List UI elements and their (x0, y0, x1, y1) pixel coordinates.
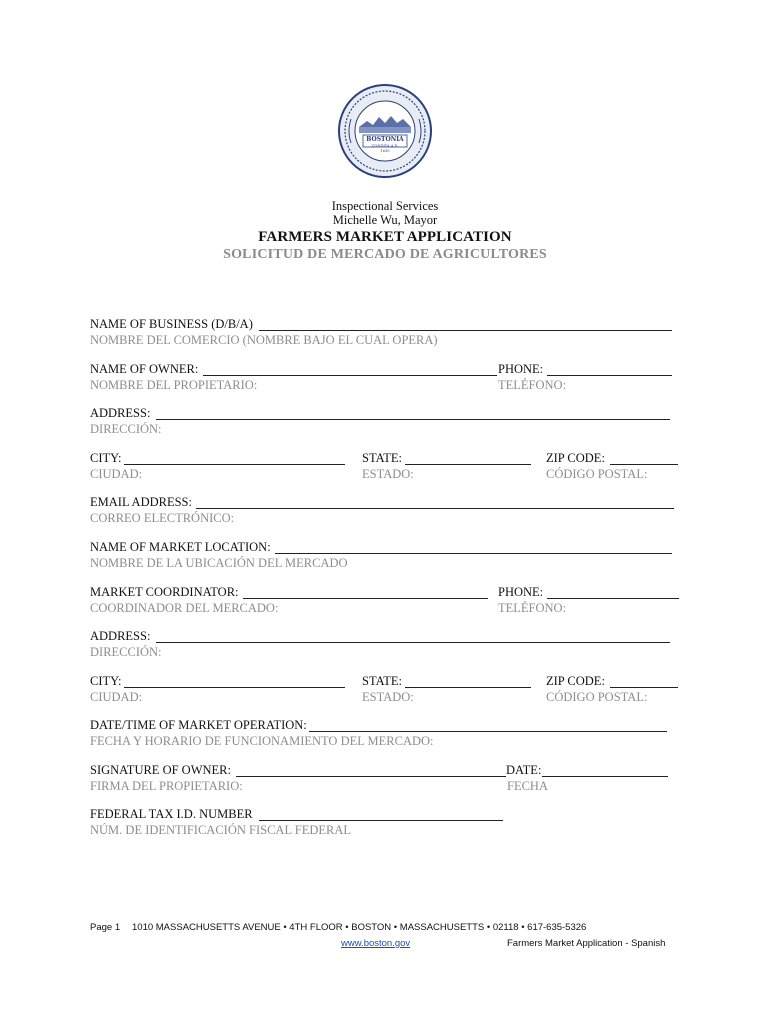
address2-label-es: DIRECCIÓN: (90, 645, 162, 659)
state1-field[interactable] (405, 464, 531, 465)
zip1-field[interactable] (610, 464, 678, 465)
city1-label-es: CIUDAD: (90, 467, 143, 481)
signature-label-es: FIRMA DEL PROPIETARIO: (90, 779, 243, 793)
business-name-field[interactable] (259, 330, 672, 331)
date-label: DATE: (506, 763, 542, 777)
address1-label: ADDRESS: (90, 406, 151, 420)
form-subtitle: SOLICITUD DE MERCADO DE AGRICULTORES (223, 247, 547, 262)
zip1-label-es: CÓDIGO POSTAL: (546, 467, 648, 481)
signature-label: SIGNATURE OF OWNER: (90, 763, 231, 777)
email-label: EMAIL ADDRESS: (90, 495, 192, 509)
coordinator-field[interactable] (243, 598, 488, 599)
footer-page-number: Page 1 (90, 922, 121, 933)
coordinator-label-es: COORDINADOR DEL MERCADO: (90, 601, 279, 615)
mayor-name: Michelle Wu, Mayor (332, 213, 438, 227)
footer-address: 1010 MASSACHUSETTS AVENUE • 4TH FLOOR • BOSTON • MASSACHUSETTS • 02118 • 617-635-5326 (132, 922, 587, 933)
tax-id-label-es: NÚM. DE IDENTIFICACIÓN FISCAL FEDERAL (90, 823, 351, 837)
operation-time-label-es: FECHA Y HORARIO DE FUNCIONAMIENTO DEL MERCADO: (90, 734, 434, 748)
office-name: Inspectional Services (331, 199, 439, 213)
state2-label: STATE: (362, 674, 402, 688)
boston-city-seal-icon (337, 83, 433, 179)
seal-text-year: 1630 (380, 149, 390, 153)
coordinator-phone-label-es: TELÉFONO: (498, 601, 567, 615)
city1-field[interactable] (124, 464, 345, 465)
address1-label-es: DIRECCIÓN: (90, 422, 162, 436)
tax-id-field[interactable] (259, 820, 503, 821)
state1-label: STATE: (362, 451, 402, 465)
date-field[interactable] (542, 776, 668, 777)
state1-label-es: ESTADO: (362, 467, 414, 481)
coordinator-label: MARKET COORDINATOR: (90, 585, 239, 599)
business-name-label-es: NOMBRE DEL COMERCIO (NOMBRE BAJO EL CUAL OPERA) (90, 333, 438, 347)
owner-phone-field[interactable] (547, 375, 672, 376)
owner-name-field[interactable] (203, 375, 497, 376)
form-title: FARMERS MARKET APPLICATION (258, 229, 512, 245)
coordinator-phone-label: PHONE: (498, 585, 544, 599)
market-location-label-es: NOMBRE DE LA UBICACIÓN DEL MERCADO (90, 556, 348, 570)
footer-doc-name: Farmers Market Application - Spanish (507, 938, 666, 949)
city2-label-es: CIUDAD: (90, 690, 143, 704)
city1-label: CITY: (90, 451, 122, 465)
city2-label: CITY: (90, 674, 122, 688)
zip2-label-es: CÓDIGO POSTAL: (546, 690, 648, 704)
operation-time-field[interactable] (309, 731, 667, 732)
owner-phone-label-es: TELÉFONO: (498, 378, 567, 392)
owner-phone-label: PHONE: (498, 362, 544, 376)
zip1-label: ZIP CODE: (546, 451, 605, 465)
tax-id-label: FEDERAL TAX I.D. NUMBER (90, 807, 253, 821)
email-field[interactable] (196, 508, 674, 509)
address1-field[interactable] (156, 419, 670, 420)
state2-label-es: ESTADO: (362, 690, 414, 704)
city2-field[interactable] (124, 687, 345, 688)
market-location-label: NAME OF MARKET LOCATION: (90, 540, 271, 554)
seal-text-bostonia: BOSTONIA (366, 136, 404, 143)
date-label-es: FECHA (507, 779, 548, 793)
footer-website-link[interactable]: www.boston.gov (341, 938, 411, 949)
operation-time-label: DATE/TIME OF MARKET OPERATION: (90, 718, 307, 732)
zip2-field[interactable] (610, 687, 678, 688)
address2-label: ADDRESS: (90, 629, 151, 643)
state2-field[interactable] (405, 687, 531, 688)
email-label-es: CORREO ELECTRÓNICO: (90, 511, 235, 525)
market-location-field[interactable] (275, 553, 672, 554)
owner-name-label-es: NOMBRE DEL PROPIETARIO: (90, 378, 258, 392)
seal-text-condita: CONDITA A.D. (371, 144, 399, 148)
business-name-label: NAME OF BUSINESS (D/B/A) (90, 317, 253, 331)
zip2-label: ZIP CODE: (546, 674, 605, 688)
coordinator-phone-field[interactable] (547, 598, 679, 599)
owner-name-label: NAME OF OWNER: (90, 362, 199, 376)
address2-field[interactable] (156, 642, 670, 643)
signature-field[interactable] (236, 776, 506, 777)
